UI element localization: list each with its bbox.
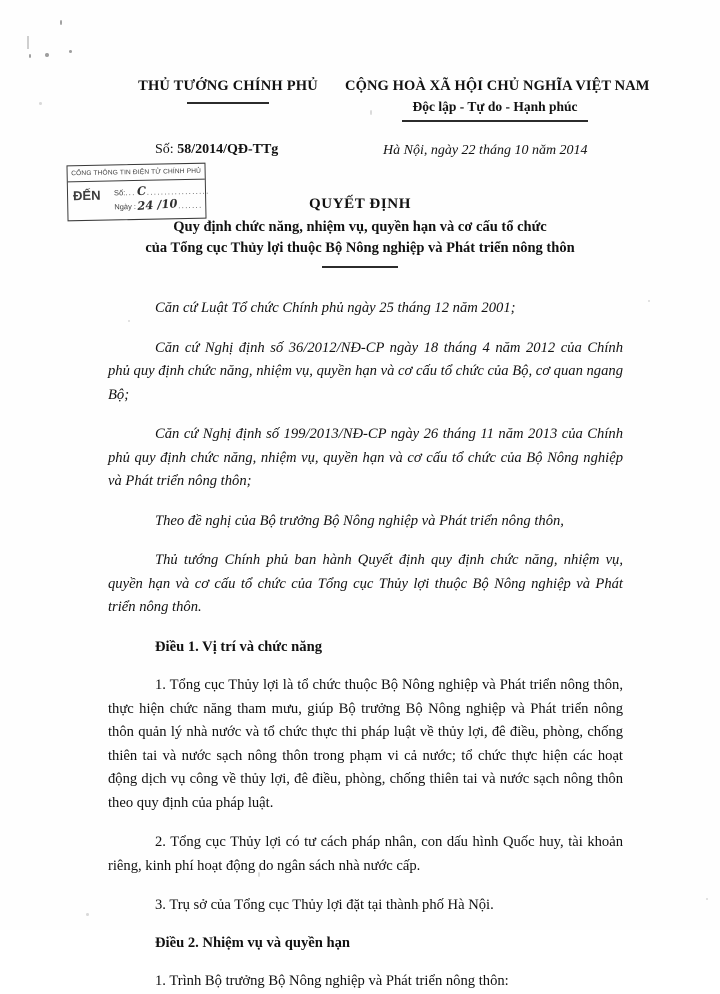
header-divider-right: [402, 120, 588, 122]
scan-speck: [45, 53, 49, 57]
stamp-received-label: ĐẾN: [72, 187, 101, 204]
national-motto: Độc lập - Tự do - Hạnh phúc: [412, 99, 578, 114]
article-1-clause-1: 1. Tổng cục Thủy lợi là tổ chức thuộc Bộ Nông nghiệp và Phát triển nông thôn, thực hiện chức năng tham mưu, giúp Bộ trưởng Bộ Nông nghiệp và Phát triển nông thôn quản lý nhà nước và tổ chức thực thi pháp luật về thủy lợi, đê điều, phòng, chống thiên tai và nước sạch nông thôn trong phạm vi cả nước; tổ chức thực hiện các hoạt động dịch vụ công về thủy lợi, đê điều, phòng, chống thiên tai và nước sạch nông thôn theo quy định của pháp luật.: [108, 677, 623, 811]
legal-basis-3: Căn cứ Nghị định số 199/2013/NĐ-CP ngày 26 tháng 11 năm 2013 của Chính phủ quy định chức năng, nhiệm vụ, quyền hạn và cơ cấu tổ chức của Bộ Nông nghiệp và Phát triển nông thôn;: [108, 426, 623, 489]
stamp-office-name: CỔNG THÔNG TIN ĐIỆN TỬ CHÍNH PHỦ: [67, 164, 204, 183]
article-1-clause-2: 2. Tổng cục Thủy lợi có tư cách pháp nhân, con dấu hình Quốc huy, tài khoản riêng, kinh phí hoạt động do ngân sách nhà nước cấp.: [108, 834, 623, 874]
article-2-heading: Điều 2. Nhiệm vụ và quyền hạn: [155, 934, 351, 951]
article-1-heading: Điều 1. Vị trí và chức năng: [155, 638, 322, 655]
article-2-clause-1: 1. Trình Bộ trưởng Bộ Nông nghiệp và Phát triển nông thôn:: [155, 973, 509, 989]
scan-speck: [27, 36, 29, 49]
enactment-clause: Thủ tướng Chính phủ ban hành Quyết định quy định chức năng, nhiệm vụ, quyền hạn và cơ cấu tổ chức của Tổng cục Thủy lợi thuộc Bộ Nông nghiệp và Phát triển nông thôn.: [108, 552, 623, 615]
stamp-number-dots-lead: ...: [125, 188, 136, 198]
document-header: [0, 78, 720, 138]
stamp-number-label: Số:: [113, 188, 126, 198]
proposal-clause: Theo đề nghị của Bộ trưởng Bộ Nông nghiệp và Phát triển nông thôn,: [155, 512, 564, 529]
stamp-number-dots: ..................: [146, 186, 210, 197]
issuing-authority-block: [108, 78, 348, 104]
header-divider-left: [187, 102, 269, 104]
scan-speck: [648, 300, 650, 302]
legal-basis-2: Căn cứ Nghị định số 36/2012/NĐ-CP ngày 18 tháng 4 năm 2012 của Chính phủ quy định chức năng, nhiệm vụ, quyền hạn và cơ cấu tổ chức của Bộ, cơ quan ngang Bộ;: [108, 339, 623, 403]
stamp-date-dots: .......: [178, 200, 203, 211]
stamp-date-value: 24 /10: [136, 196, 178, 214]
national-title: CỘNG HOÀ XÃ HỘI CHỦ NGHĨA VIỆT NAM: [345, 78, 650, 94]
stamp-date-label: Ngày :: [114, 202, 137, 212]
title-divider: [322, 266, 398, 268]
issuing-authority: THỦ TƯỚNG CHÍNH PHỦ: [138, 78, 318, 94]
document-subject-line-2: của Tổng cục Thủy lợi thuộc Bộ Nông nghiệp và Phát triển nông thôn: [145, 240, 575, 256]
document-number-value: 58/2014/QĐ-TTg: [177, 142, 279, 157]
title-block: [0, 196, 720, 268]
scan-speck: [86, 913, 89, 916]
document-number-label: Số:: [155, 142, 174, 157]
document-body: [108, 297, 623, 994]
document-kind: QUYẾT ĐỊNH: [309, 196, 411, 212]
article-1-clause-3: 3. Trụ sở của Tổng cục Thủy lợi đặt tại thành phố Hà Nội.: [155, 897, 494, 913]
stamp-number-value: C: [136, 183, 147, 199]
scan-speck: [29, 54, 31, 58]
document-subject: [0, 217, 720, 259]
document-number: [155, 142, 278, 158]
scan-speck: [69, 50, 72, 53]
document-subject-line-1: Quy định chức năng, nhiệm vụ, quyền hạn và cơ cấu tổ chức: [173, 219, 547, 235]
place-and-date: Hà Nội, ngày 22 tháng 10 năm 2014: [383, 143, 588, 158]
scan-speck: [60, 20, 62, 25]
legal-basis-1: Căn cứ Luật Tổ chức Chính phủ ngày 25 tháng 12 năm 2001;: [155, 300, 516, 316]
national-heading-block: [345, 78, 650, 122]
scan-speck: [706, 898, 708, 900]
